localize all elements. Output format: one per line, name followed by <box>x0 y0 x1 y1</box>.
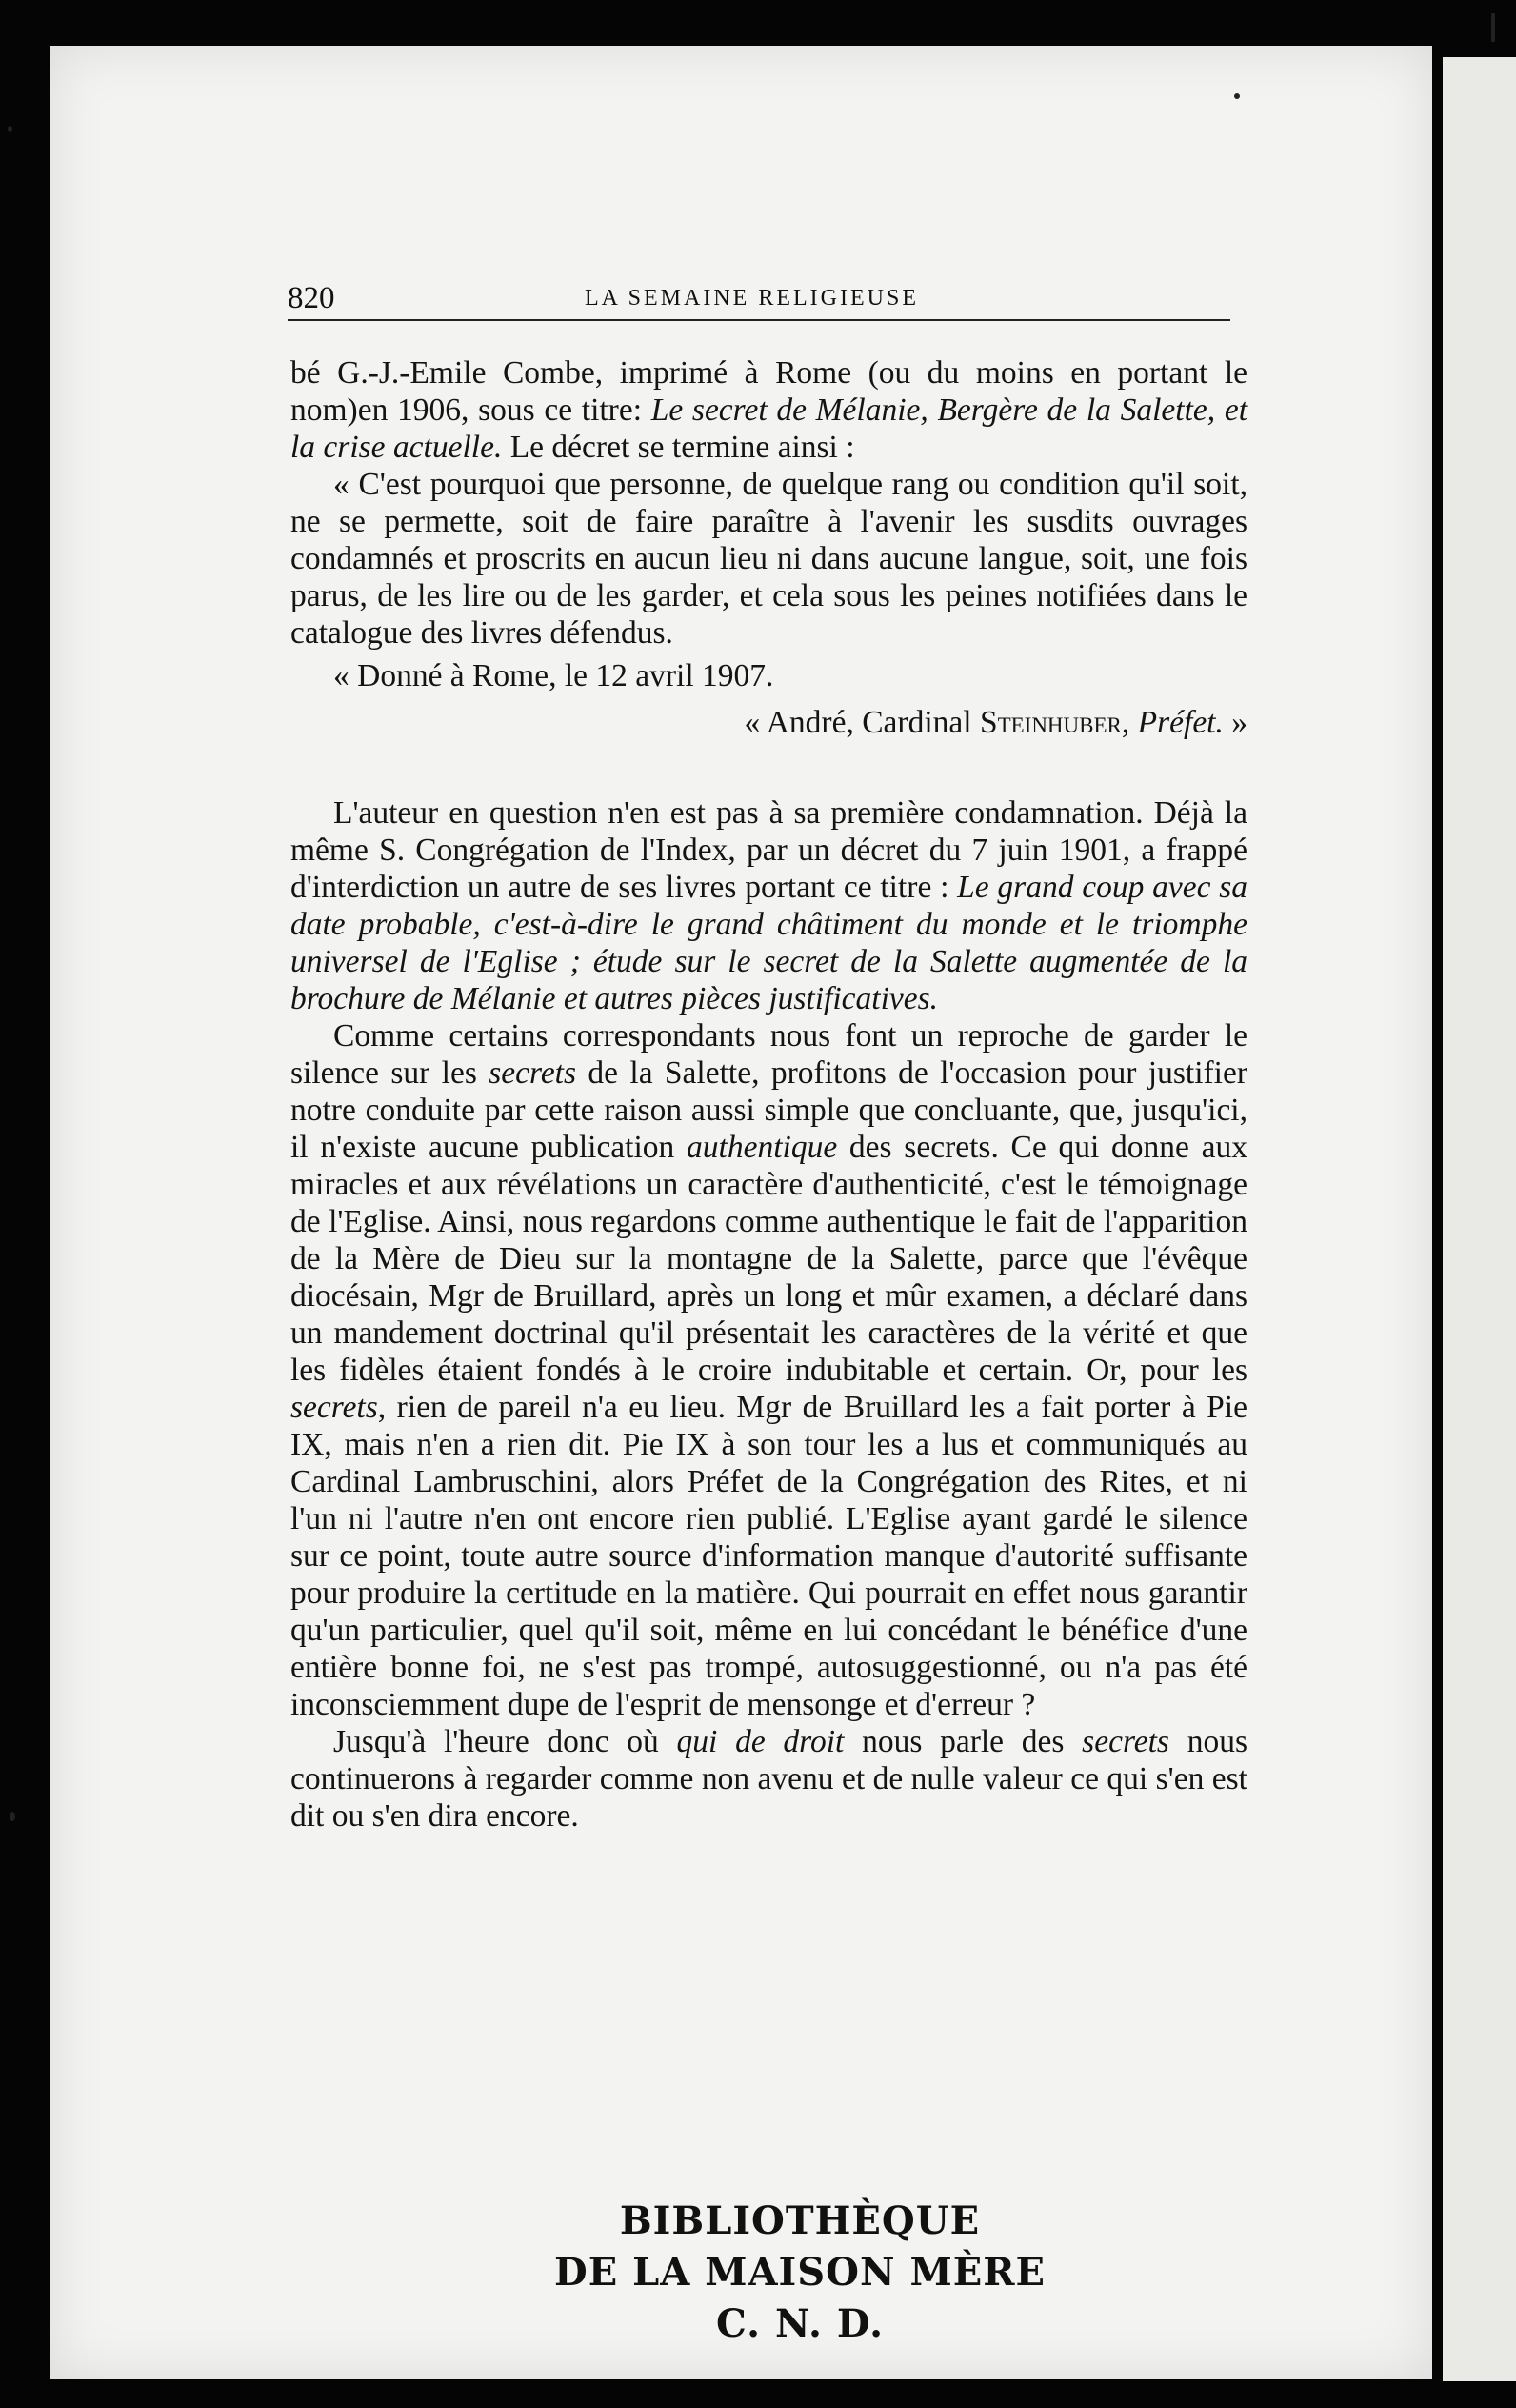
signatory-title: Préfet. <box>1137 705 1224 740</box>
scan-speck <box>10 1812 15 1821</box>
page-number: 820 <box>288 281 335 315</box>
commentary-paragraph-1: L'auteur en question n'en est pas à sa première condamnation. Déjà la même S. Congrégation de l'Index, par un décret du 7 juin 1901, a frappé d'interdiction un autre de ses livres portant ce titre : Le grand coup avec sa date probable, c'est-à-dire le grand châtiment du monde et le triomphe universel de l'Eglise ; étude sur le secret de la Salette augmentée de la brochure de Mélanie et autres pièces justificatives. <box>290 795 1247 1016</box>
decree-signature: « André, Cardinal Steinhuber, Préfet. » <box>744 705 1247 740</box>
decree-date: « Donné à Rome, le 12 avril 1907. <box>333 658 774 693</box>
commentary-paragraph-3: Jusqu'à l'heure donc où qui de droit nous parle des secrets nous continuerons à regarder comme non avenu et de nulle valeur ce qui s'en est dit ou s'en dira encore. <box>290 1724 1247 1834</box>
stamp-line-3: C. N. D. <box>715 2301 885 2346</box>
scan-speck <box>1491 13 1495 42</box>
page-header <box>288 281 1230 321</box>
stamp-line-2: DE LA MAISON MÈRE <box>554 2250 1046 2295</box>
scan-speck <box>8 126 12 132</box>
scan-speck <box>1234 93 1240 99</box>
library-stamp <box>514 2196 1086 2350</box>
page-gutter <box>1432 46 1443 2379</box>
book-title: Le secret de Mélanie, Bergère de la Salette, et la crise actuelle. <box>290 392 1248 465</box>
commentary-paragraph-2: Comme certains correspondants nous font un reproche de garder le silence sur les secrets de la Salette, profitons de l'occasion pour justifier notre conduite par cette raison aussi simple que concluante, que, jusqu'ici, il n'existe aucune publication authentique des secrets. Ce qui donne aux miracles et aux révélations un caractère d'authenticité, c'est le témoignage de l'Eglise. Ainsi, nous regardons comme authentique le fait de l'apparition de la Mère de Dieu sur la montagne de la Salette, parce que l'évêque diocésain, Mgr de Bruillard, après un long et mûr examen, a déclaré dans un mandement doctrinal qu'il présentait les caractères de la vérité et que les fidèles étaient fondés à le croire indubitable et certain. Or, pour les secrets, rien de pareil n'a eu lieu. Mgr de Bruillard les a fait porter à Pie IX, mais n'en a rien dit. Pie IX à son tour les a lus et communiqués au Cardinal Lambruschini, alors Préfet de la Congrégation des Rites, et ni l'un ni l'autre n'en ont encore rien publié. L'Eglise ayant gardé le silence sur ce point, toute autre source d'information manque d'autorité suffisante pour produire la certitude en la matière. Qui pourrait en effet nous garantir qu'un particulier, quel qu'il soit, même en lui concédant le bénéfice d'une entière bonne foi, ne s'est pas trompé, autosuggestionné, ou n'a pas été inconsciemment dupe de l'esprit de mensonge et d'erreur ? <box>290 1018 1247 1722</box>
section-gap <box>290 741 1247 794</box>
book-title-2: Le grand coup avec sa date probable, c'est-à-dire le grand châtiment du monde et le triomphe universel de l'Eglise ; étude sur le secret de la Salette augmentée de la brochure de Mélanie et autres pièces justificatives. <box>290 870 1247 1016</box>
running-title: LA SEMAINE RELIGIEUSE <box>585 286 919 311</box>
stamp-line-1: BIBLIOTHÈQUE <box>619 2198 981 2243</box>
signatory-name: Steinhuber <box>979 705 1122 740</box>
decree-intro: bé G.-J.-Emile Combe, imprimé à Rome (ou du moins en portant le nom)en 1906, sous ce titre: Le secret de Mélanie, Bergère de la Salette, et la crise actuelle. Le décret se termine ainsi : <box>290 355 1248 465</box>
decree-quote: « C'est pourquoi que personne, de quelque rang ou condition qu'il soit, ne se permette, soit de faire paraître à l'avenir les susdits ouvrages condamnés et proscrits en aucun lieu ni dans aucune langue, soit, une fois parus, de les lire ou de les garder, et cela sous les peines notifiées dans le catalogue des livres défendus. <box>290 467 1247 651</box>
article-body <box>290 354 1247 1835</box>
adjacent-page-edge <box>1443 57 1516 2381</box>
